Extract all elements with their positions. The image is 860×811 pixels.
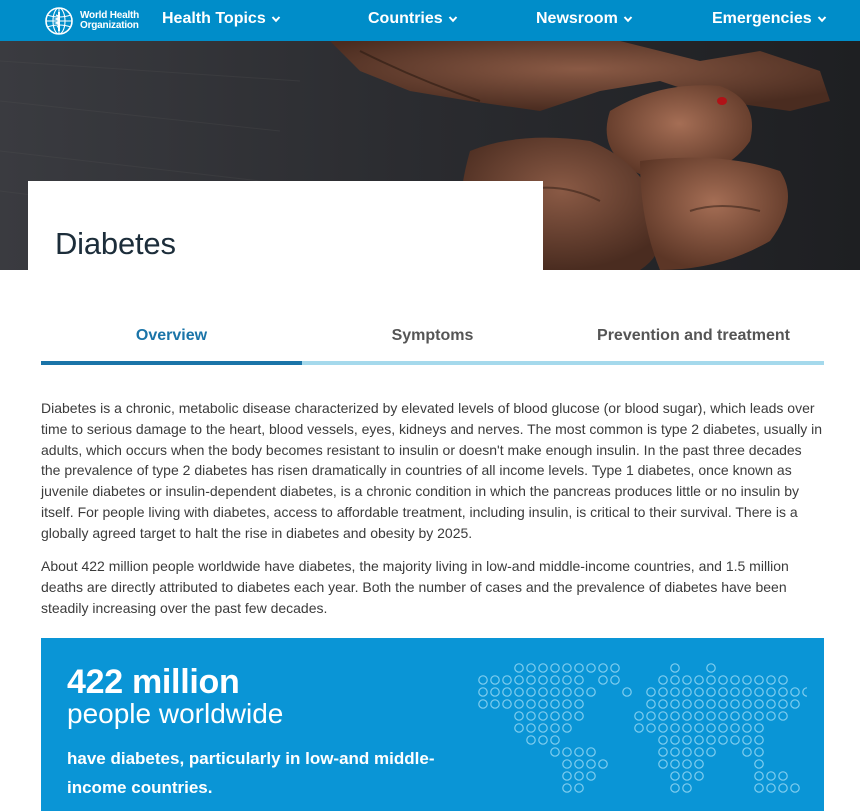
stat-description: have diabetes, particularly in low-and middle-income countries.: [67, 749, 435, 797]
overview-paragraph-1: Diabetes is a chronic, metabolic disease characterized by elevated levels of blood glucose (or blood sugar), which leads over time to serious damage to the heart, blood vessels, eyes, kidneys and nerves. The most common is type 2 diabetes, usually in adults, which occurs when the body becomes resistant to insulin or doesn't make enough insulin. In the past three decades the prevalence of type 2 diabetes has risen dramatically in countries of all income levels. Type 1 diabetes, once known as juvenile diabetes or insulin-dependent diabetes, is a chronic condition in which the pancreas produces little or no insulin by itself. For people living with diabetes, access to affordable treatment, including insulin, is critical to their survival. There is a globally agreed target to halt the rise in diabetes and obesity by 2025.: [41, 400, 823, 541]
stat-number: 422 million: [67, 663, 240, 701]
page-title: Diabetes: [55, 226, 176, 261]
nav-newsroom-label: Newsroom: [536, 10, 618, 27]
chevron-down-icon: [448, 14, 458, 24]
tab-underline-active: [41, 361, 302, 365]
stat-panel: [41, 638, 824, 811]
tab-symptoms[interactable]: Symptoms: [391, 327, 474, 344]
nav-countries-label: Countries: [368, 10, 443, 27]
chevron-down-icon: [817, 14, 827, 24]
nav-emergencies[interactable]: [712, 10, 827, 28]
who-logo[interactable]: [43, 5, 139, 36]
world-dot-map-icon: [477, 662, 807, 811]
logo-text: [80, 11, 139, 31]
chevron-down-icon: [623, 14, 633, 24]
nav-health-topics[interactable]: [162, 10, 281, 28]
content-tabs: [41, 325, 824, 366]
page-title-card: [28, 181, 543, 270]
nav-emergencies-label: Emergencies: [712, 10, 812, 27]
who-emblem-icon: [43, 5, 75, 37]
overview-paragraph-2: About 422 million people worldwide have diabetes, the majority living in low-and middle-income countries, and 1.5 million deaths are directly attributed to diabetes each year. Both the number of cases and the prevalence of diabetes have been steadily increasing over the past few decades.: [41, 558, 789, 616]
tab-overview[interactable]: Overview: [135, 327, 208, 344]
nav-newsroom[interactable]: [536, 10, 633, 28]
logo-text-line1: World Health: [80, 9, 140, 21]
nav-health-topics-label: Health Topics: [162, 10, 266, 27]
chevron-down-icon: [271, 14, 281, 24]
logo-text-line2: Organization: [80, 19, 139, 31]
stat-subtitle: people worldwide: [67, 698, 284, 729]
nav-countries[interactable]: [368, 10, 458, 28]
top-navigation-bar: [0, 0, 860, 41]
tab-prevention-and-treatment[interactable]: Prevention and treatment: [597, 327, 790, 344]
